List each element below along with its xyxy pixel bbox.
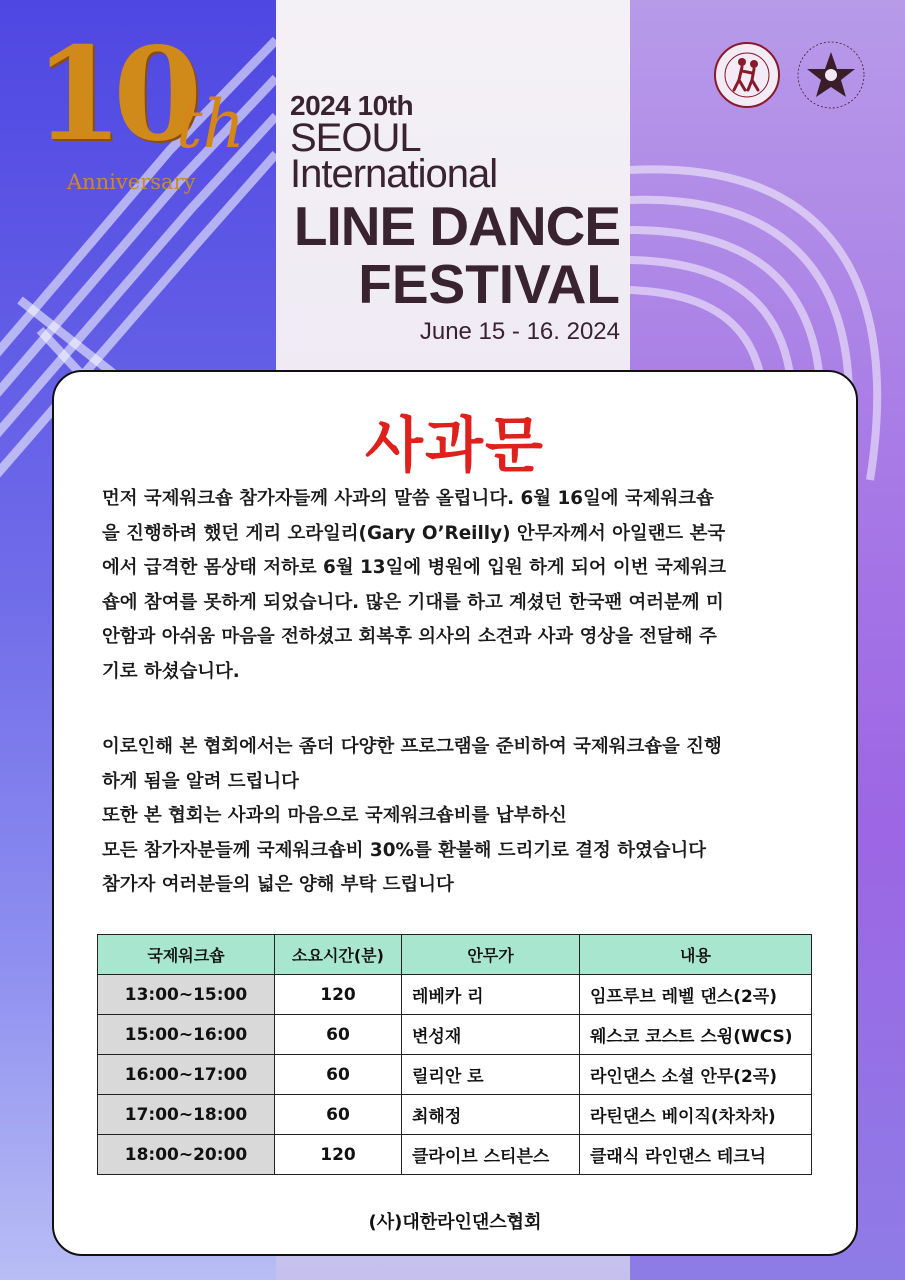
table-row: [98, 975, 812, 1015]
table-header-row: [98, 935, 812, 975]
cell-instructor: 릴리안 로: [402, 1055, 580, 1095]
cell-time: 13:00~15:00: [98, 975, 275, 1015]
organization-name: (사)대한라인댄스협회: [368, 1212, 542, 1233]
paragraph-line: 을 진행하려 했던 게리 오라일리(Gary O’Reilly) 안무자께서 아일랜드 본국: [102, 522, 726, 544]
cell-duration: 60: [275, 1015, 402, 1055]
festival-year-line: 2024 10th: [290, 90, 414, 121]
workshop-schedule-table: [97, 934, 812, 1175]
cell-content: 웨스코 코스트 스윙(WCS): [580, 1015, 812, 1055]
cell-content: 라인댄스 소셜 안무(2곡): [580, 1055, 812, 1095]
column-header-workshop: 국제워크숍: [98, 935, 275, 975]
anniversary-suffix: th: [176, 86, 246, 163]
cell-time: 16:00~17:00: [98, 1055, 275, 1095]
cell-duration: 120: [275, 975, 402, 1015]
apology-paragraph-1: [102, 482, 832, 689]
festival-dates: June 15 - 16. 2024: [419, 318, 620, 345]
paragraph-line: 모든 참가자분들께 국제워크숍비 30%를 환불해 드리기로 결정 하였습니다: [102, 839, 707, 861]
cell-instructor: 최해정: [402, 1095, 580, 1135]
cell-time: 18:00~20:00: [98, 1135, 275, 1175]
cell-duration: 60: [275, 1055, 402, 1095]
paragraph-line: 에서 급격한 몸상태 저하로 6월 13일에 병원에 입원 하게 되어 이번 국제워크: [102, 557, 727, 578]
table-row: [98, 1135, 812, 1175]
table-row: [98, 1095, 812, 1135]
anniversary-number: 10: [34, 20, 193, 170]
festival-title-block: [290, 92, 620, 346]
festival-festival: FESTIVAL: [358, 253, 620, 315]
column-header-content: 내용: [580, 935, 812, 975]
apology-notice-card: [52, 370, 858, 1256]
festival-line-dance: LINE DANCE: [293, 195, 620, 257]
cell-time: 17:00~18:00: [98, 1095, 275, 1135]
cell-content: 라틴댄스 베이직(차차차): [580, 1095, 812, 1135]
association-logos: [712, 40, 872, 116]
table-row: [98, 1015, 812, 1055]
cell-duration: 120: [275, 1135, 402, 1175]
paragraph-line: 기로 하셨습니다.: [102, 660, 240, 682]
paragraph-line: 이로인해 본 협회에서는 좀더 다양한 프로그램을 준비하여 국제워크숍을 진행: [102, 736, 722, 757]
apology-paragraph-2: [102, 730, 832, 903]
cell-content: 클래식 라인댄스 테크닉: [580, 1135, 812, 1175]
paragraph-line: 숍에 참여를 못하게 되었습니다. 많은 기대를 하고 계셨던 한국팬 여러분께 미: [102, 591, 724, 613]
anniversary-word: Anniversary: [67, 170, 196, 194]
korea-line-dance-association-logo-icon: [712, 40, 782, 110]
column-header-instructor: 안무가: [402, 935, 580, 975]
paragraph-line: 참가자 여러분들의 넓은 양해 부탁 드립니다: [102, 874, 454, 895]
cell-content: 임프루브 레벨 댄스(2곡): [580, 975, 812, 1015]
cell-duration: 60: [275, 1095, 402, 1135]
cell-instructor: 클라이브 스티븐스: [402, 1135, 580, 1175]
festival-international: International: [290, 152, 498, 196]
cell-instructor: 레베카 리: [402, 975, 580, 1015]
column-header-duration: 소요시간(분): [275, 935, 402, 975]
table-row: [98, 1055, 812, 1095]
apology-title: 사과문: [365, 411, 545, 481]
festival-city: SEOUL: [290, 116, 421, 160]
paragraph-line: 안함과 아쉬움 마음을 전하셨고 회복후 의사의 소견과 사과 영상을 전달해 주: [102, 626, 717, 647]
paragraph-line: 하게 됨을 알려 드립니다: [102, 770, 299, 792]
cell-instructor: 변성재: [402, 1015, 580, 1055]
united-country-western-dance-council-logo-icon: [796, 40, 866, 110]
paragraph-line: 또한 본 협회는 사과의 마음으로 국제워크숍비를 납부하신: [102, 805, 567, 826]
paragraph-line: 먼저 국제워크숍 참가자들께 사과의 말씀 올립니다. 6월 16일에 국제워크숍: [102, 488, 714, 509]
anniversary-emblem: [34, 20, 254, 198]
cell-time: 15:00~16:00: [98, 1015, 275, 1055]
